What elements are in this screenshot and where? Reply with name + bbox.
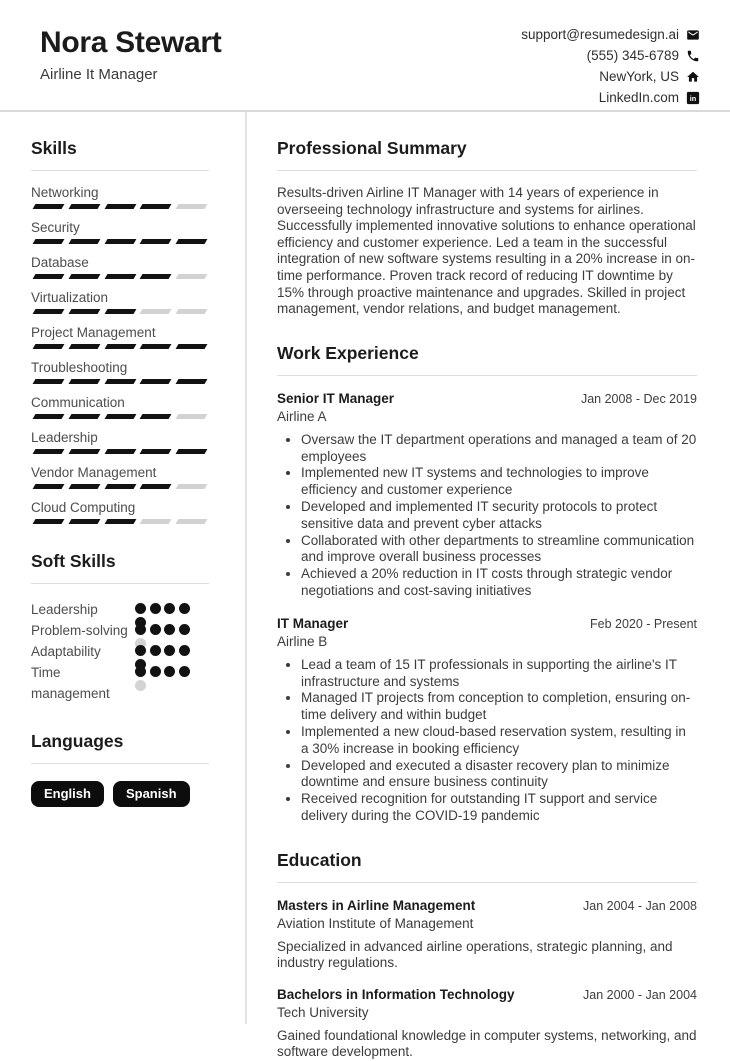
skill-item	[31, 360, 209, 384]
soft-skill-rating	[135, 624, 193, 638]
job-bullet: • Developed and executed a disaster recovery plan to minimize downtime and ensure business continuity	[301, 758, 697, 792]
skills-list	[31, 171, 209, 524]
job-bullet: • Collaborated with other departments to streamline communication and improve overall business processes	[301, 533, 697, 567]
skill-label: Vendor Management	[31, 465, 157, 480]
skill-segment-filled	[33, 239, 65, 244]
rating-dot-filled	[179, 624, 190, 635]
person-name: Nora Stewart	[40, 26, 222, 59]
job-bullet: • Received recognition for outstanding IT support and service delivery during the COVID-19 pandemic	[301, 791, 697, 825]
job-dates: Feb 2020 - Present	[589, 616, 697, 631]
skill-segment-empty	[140, 519, 172, 524]
soft-skill-label: Adaptability	[31, 644, 101, 659]
jobs-list	[277, 376, 697, 825]
education-entry	[277, 883, 697, 972]
education-dates: Jan 2004 - Jan 2008	[583, 898, 697, 913]
skill-label: Security	[31, 220, 80, 235]
rating-dot-filled	[135, 666, 146, 677]
skill-segment-filled	[176, 344, 208, 349]
skill-segment-empty	[176, 484, 208, 489]
soft-skill-rating	[135, 666, 193, 680]
skill-segment-filled	[176, 239, 208, 244]
soft-skill-item	[31, 641, 209, 662]
languages-section	[31, 731, 209, 807]
skill-level-bar	[31, 379, 209, 384]
skill-segment-filled	[33, 274, 65, 279]
contact-text: NewYork, US	[599, 69, 679, 84]
skill-segment-filled	[176, 449, 208, 454]
job-bullet: • Managed IT projects from conception to completion, ensuring on-time delivery and within budget	[301, 690, 697, 724]
contact-text: (555) 345-6789	[586, 48, 679, 63]
languages-heading: Languages	[31, 731, 209, 764]
skill-segment-empty	[176, 274, 208, 279]
skill-segment-filled	[104, 309, 136, 314]
education-dates: Jan 2000 - Jan 2004	[583, 987, 697, 1002]
skill-segment-filled	[68, 379, 100, 384]
contact-row[interactable]	[599, 90, 700, 105]
skill-segment-filled	[104, 519, 136, 524]
job-title: IT Manager	[277, 615, 349, 631]
skill-label: Virtualization	[31, 290, 109, 305]
skill-label: Database	[31, 255, 89, 270]
experience-section	[277, 343, 697, 825]
skill-segment-empty	[140, 309, 172, 314]
rating-dot-filled	[164, 603, 175, 614]
skill-level-bar	[31, 484, 209, 489]
email-icon	[686, 28, 700, 42]
skill-segment-empty	[176, 519, 208, 524]
education-entry-header	[277, 883, 697, 913]
contact-text: support@resumedesign.ai	[521, 27, 679, 42]
soft-skill-label: Leadership	[31, 602, 98, 617]
skill-segment-filled	[104, 204, 136, 209]
soft-skills-heading: Soft Skills	[31, 551, 209, 584]
skill-segment-filled	[140, 274, 172, 279]
rating-dot-filled	[150, 666, 161, 677]
skill-segment-filled	[68, 519, 100, 524]
job-bullet: • Oversaw the IT department operations and managed a team of 20 employees	[301, 432, 697, 466]
skill-item	[31, 220, 209, 244]
header	[0, 0, 730, 112]
job-entry-header	[277, 601, 697, 631]
skill-level-bar	[31, 449, 209, 454]
soft-skill-label: Time management	[31, 665, 110, 701]
skill-segment-filled	[140, 204, 172, 209]
skill-segment-filled	[104, 414, 136, 419]
skill-segment-filled	[33, 344, 65, 349]
soft-skill-item	[31, 620, 209, 641]
phone-icon	[686, 49, 700, 63]
soft-skill-rating	[135, 645, 193, 659]
skill-item	[31, 185, 209, 209]
skill-segment-empty	[176, 309, 208, 314]
job-dates: Jan 2008 - Dec 2019	[580, 391, 697, 406]
education-section	[277, 850, 697, 1061]
job-bullet: • Implemented new IT systems and technologies to improve efficiency and customer experience	[301, 465, 697, 499]
education-entry	[277, 972, 697, 1061]
sidebar	[0, 112, 247, 1024]
language-pill: Spanish	[113, 781, 190, 807]
rating-dot-empty	[135, 680, 146, 691]
skill-segment-filled	[140, 379, 172, 384]
skill-segment-filled	[140, 344, 172, 349]
soft-skills-list	[31, 584, 209, 704]
job-title: Senior IT Manager	[277, 390, 395, 406]
identity-block	[40, 27, 221, 83]
skill-label: Project Management	[31, 325, 156, 340]
language-pill: English	[31, 781, 104, 807]
skill-level-bar	[31, 414, 209, 419]
skill-segment-filled	[33, 484, 65, 489]
skill-segment-filled	[68, 309, 100, 314]
skill-segment-filled	[104, 344, 136, 349]
skill-segment-filled	[104, 274, 136, 279]
education-heading: Education	[277, 850, 697, 883]
summary-heading: Professional Summary	[277, 138, 697, 171]
skill-item	[31, 395, 209, 419]
skill-segment-filled	[33, 204, 65, 209]
skill-segment-filled	[33, 379, 65, 384]
soft-skill-item	[31, 599, 209, 620]
job-bullet-list	[277, 432, 697, 600]
linkedin-icon	[686, 91, 700, 105]
contact-row[interactable]	[599, 69, 700, 84]
job-entry-header	[277, 376, 697, 406]
skill-segment-filled	[68, 414, 100, 419]
skill-item	[31, 290, 209, 314]
skill-segment-empty	[176, 204, 208, 209]
skill-level-bar	[31, 239, 209, 244]
education-list	[277, 883, 697, 1061]
degree-title: Masters in Airline Management	[277, 897, 476, 913]
summary-text: Results-driven Airline IT Manager with 14 years of experience in overseeing technology infrastructure and systems for airlines. Successfully implemented innovative solutions to enhance operational efficiency and customer experience. Led a team in the successful integration of new software systems resulting in a 20% increase in on-time performance. Proven track record of reducing IT downtime by 15% through proactive maintenance and upgrades. Skilled in project management, vendor relations, and budget management.	[277, 185, 696, 317]
job-bullet-list	[277, 657, 697, 825]
skill-level-bar	[31, 204, 209, 209]
svg-text:in: in	[689, 93, 697, 103]
rating-dot-filled	[150, 624, 161, 635]
job-entry	[277, 376, 697, 600]
school-name: Tech University	[277, 1004, 369, 1020]
rating-dot-filled	[135, 645, 146, 656]
skill-segment-filled	[68, 344, 100, 349]
skill-segment-filled	[68, 239, 100, 244]
soft-skill-item	[31, 662, 209, 704]
skill-segment-filled	[68, 204, 100, 209]
skill-segment-filled	[33, 519, 65, 524]
skill-segment-empty	[176, 414, 208, 419]
skill-item	[31, 430, 209, 454]
education-entry-header	[277, 972, 697, 1002]
rating-dot-filled	[164, 666, 175, 677]
job-entry	[277, 601, 697, 825]
skill-label: Cloud Computing	[31, 500, 136, 515]
contact-row[interactable]	[521, 27, 700, 42]
soft-skill-rating	[135, 603, 193, 617]
degree-title: Bachelors in Information Technology	[277, 986, 515, 1002]
summary-section	[277, 138, 697, 318]
languages-list	[31, 764, 209, 807]
skill-segment-filled	[140, 414, 172, 419]
skill-label: Communication	[31, 395, 125, 410]
rating-dot-filled	[150, 645, 161, 656]
rating-dot-filled	[164, 645, 175, 656]
skill-level-bar	[31, 309, 209, 314]
skill-segment-filled	[140, 239, 172, 244]
skill-segment-filled	[176, 379, 208, 384]
skill-level-bar	[31, 344, 209, 349]
rating-dot-filled	[179, 603, 190, 614]
job-bullet: • Lead a team of 15 IT professionals in supporting the airline's IT infrastructure and systems	[301, 657, 697, 691]
skill-level-bar	[31, 519, 209, 524]
rating-dot-filled	[179, 645, 190, 656]
contact-row[interactable]	[587, 48, 700, 63]
main-column	[247, 112, 730, 1060]
contact-list	[521, 27, 700, 111]
skill-label: Networking	[31, 185, 99, 200]
education-description: Specialized in advanced airline operations, strategic planning, and industry regulations.	[277, 938, 673, 971]
job-bullet: • Developed and implemented IT security protocols to protect sensitive data and prevent cyber attacks	[301, 499, 697, 533]
skill-segment-filled	[104, 379, 136, 384]
body-columns	[0, 112, 730, 1060]
skill-segment-filled	[33, 414, 65, 419]
skill-label: Leadership	[31, 430, 98, 445]
skill-item	[31, 255, 209, 279]
experience-heading: Work Experience	[277, 343, 697, 376]
soft-skills-section	[31, 551, 209, 704]
skills-section	[31, 138, 209, 524]
skill-segment-filled	[68, 449, 100, 454]
skill-segment-filled	[33, 449, 65, 454]
skills-heading: Skills	[31, 138, 209, 171]
skill-item	[31, 465, 209, 489]
skill-segment-filled	[33, 309, 65, 314]
education-description: Gained foundational knowledge in computer systems, networking, and software development.	[277, 1027, 697, 1060]
home-icon	[686, 70, 700, 84]
rating-dot-filled	[135, 624, 146, 635]
person-job-title: Airline It Manager	[40, 66, 158, 83]
rating-dot-filled	[179, 666, 190, 677]
skill-segment-filled	[68, 484, 100, 489]
job-bullet: • Achieved a 20% reduction in IT costs through strategic vendor negotiations and cost-saving initiatives	[301, 566, 697, 600]
rating-dot-filled	[164, 624, 175, 635]
rating-dot-filled	[135, 603, 146, 614]
soft-skill-label: Problem-solving	[31, 623, 128, 638]
skill-label: Troubleshooting	[31, 360, 128, 375]
job-bullet: • Implemented a new cloud-based reservation system, resulting in a 30% increase in booking efficiency	[301, 724, 697, 758]
skill-item	[31, 325, 209, 349]
skill-segment-filled	[104, 239, 136, 244]
job-company: Airline B	[277, 633, 328, 649]
skill-segment-filled	[104, 484, 136, 489]
job-company: Airline A	[277, 408, 327, 424]
school-name: Aviation Institute of Management	[277, 915, 474, 931]
skill-segment-filled	[140, 484, 172, 489]
skill-segment-filled	[140, 449, 172, 454]
skill-segment-filled	[68, 274, 100, 279]
rating-dot-filled	[150, 603, 161, 614]
skill-segment-filled	[104, 449, 136, 454]
skill-level-bar	[31, 274, 209, 279]
skill-item	[31, 500, 209, 524]
contact-text: LinkedIn.com	[598, 90, 679, 105]
